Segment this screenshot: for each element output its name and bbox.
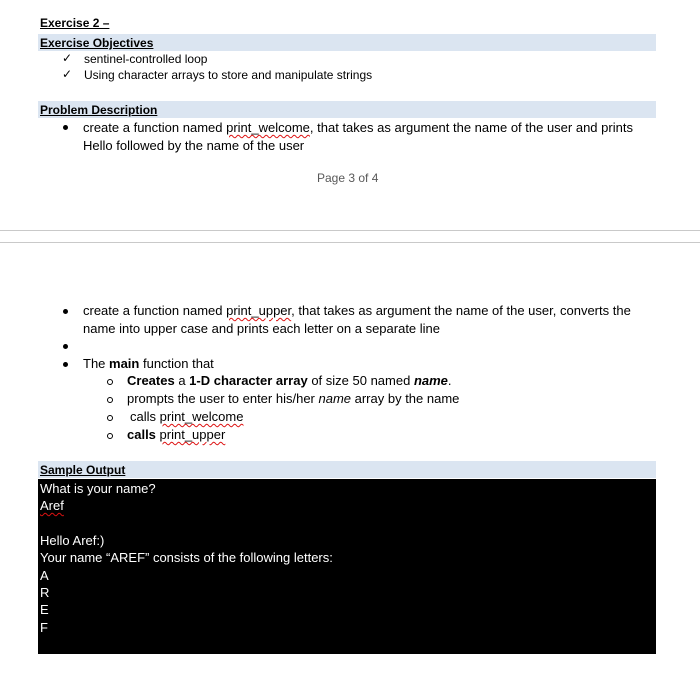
sub-bullet-icon [107,379,113,385]
sample-output-heading: Sample Output [40,463,126,477]
function-name-print-welcome: print_welcome [226,120,310,135]
objectives-heading: Exercise Objectives [40,36,154,50]
bullet-text [83,120,633,135]
objective-item: sentinel-controlled loop [84,52,208,66]
console-line: Hello Aref:) [40,533,105,548]
sub-bullet-icon [107,397,113,403]
exercise-title: Exercise 2 – [40,16,110,30]
bullet-text-prefix: The [83,356,110,371]
sub-item [127,391,459,406]
sub-bullet-icon [107,433,113,439]
console-line: F [40,620,48,635]
console-line: What is your name? [40,481,156,496]
sub-item [127,427,225,442]
sub-item-text: of size 50 named [307,373,414,388]
function-name-print-upper: print_upper [226,303,292,318]
sub-item-bold-italic: name [413,373,448,388]
main-keyword: main [109,356,140,371]
console-line: Aref [40,498,64,513]
console-line: Your name “AREF” consists of the following letters: [40,550,333,565]
sample-output-heading-bar [38,461,656,478]
objective-item: Using character arrays to store and manipulate strings [84,68,373,82]
sub-item-bold: 1-D character array [189,373,308,388]
function-name-print-welcome: print_welcome [159,409,244,424]
sub-bullet-icon [107,415,113,421]
bullet-text-prefix: create a function named [83,120,227,135]
sub-item [130,409,243,424]
bullet-text-suffix: , that takes as argument the name of the user and prints [309,120,633,135]
problem-heading: Problem Description [40,103,158,117]
bullet-dot-icon [63,362,68,367]
page-number: Page 3 of 4 [317,171,379,185]
sub-item-italic: name [318,391,352,406]
function-name-print-upper: print_upper [159,427,226,442]
sub-item-text: calls [130,409,160,424]
sub-item-text: prompts the user to enter his/her [127,391,319,406]
bullet-dot-icon [63,309,68,314]
sub-item-text: . [447,373,452,388]
bullet-text-prefix: create a function named [83,303,227,318]
bullet-text-suffix: function that [139,356,214,371]
sub-item-text: calls [127,427,160,442]
sub-item-text: a [174,373,190,388]
bullet-text-line2: name into upper case and prints each letter on a separate line [83,321,441,336]
page-break-top [0,230,700,231]
bullet-dot-icon [63,344,68,349]
console-line: R [40,585,50,600]
console-line: E [40,602,49,617]
sub-item [127,373,452,388]
bullet-text [83,303,631,318]
checkmark-icon: ✓ [62,67,73,81]
console-line: A [40,568,49,583]
sub-item-text: array by the name [351,391,460,406]
checkmark-icon: ✓ [62,51,73,65]
bullet-text-line2: Hello followed by the name of the user [83,138,305,153]
bullet-text [83,356,214,371]
console-output [38,479,656,654]
sub-item-bold: Creates [127,373,175,388]
bullet-text-suffix: , that takes as argument the name of the user, converts the [291,303,631,318]
bullet-dot-icon [63,125,68,130]
page-break-bottom [0,242,700,243]
